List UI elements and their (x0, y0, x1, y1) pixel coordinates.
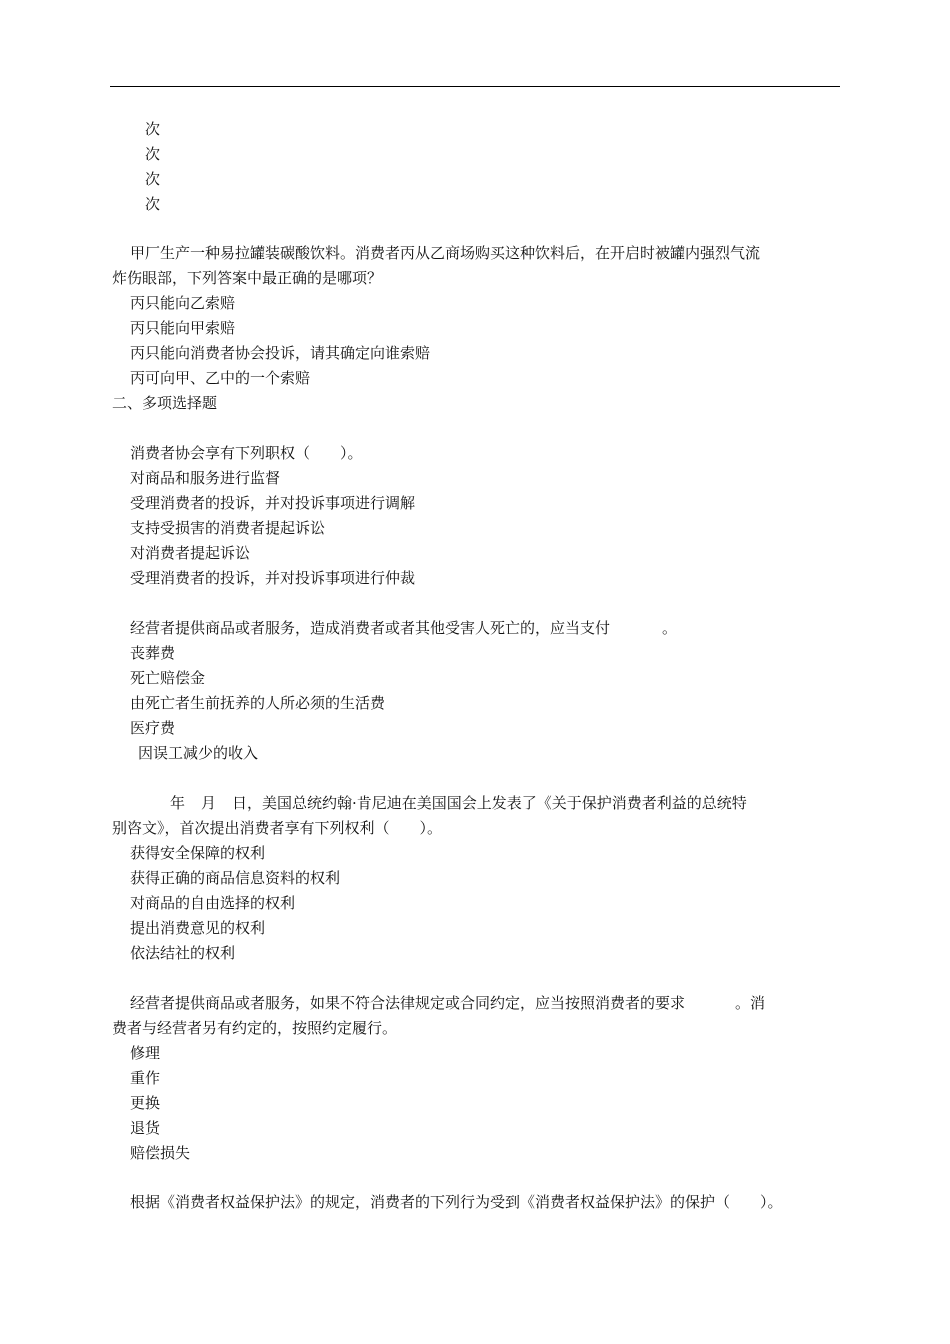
option-line: 次 (145, 195, 161, 213)
stem-part: 经营者提供商品或者服务，造成消费者或者其他受害人死亡的，应当支付 (130, 619, 611, 637)
option-line: 受理消费者的投诉，并对投诉事项进行仲裁 (130, 569, 416, 587)
option-line: 因误工减少的收入 (138, 744, 259, 762)
option-line: 获得正确的商品信息资料的权利 (130, 869, 341, 887)
stem-part: 经营者提供商品或者服务，如果不符合法律规定或合同约定，应当按照消费者的要求 (130, 994, 686, 1012)
option-line: 次 (145, 170, 161, 188)
stem-part: 。消 (735, 994, 766, 1012)
option-line: 获得安全保障的权利 (130, 844, 266, 862)
stem-part: 。 (662, 619, 678, 637)
option-line: 退货 (130, 1119, 161, 1137)
option-line: 对消费者提起诉讼 (130, 544, 251, 562)
option-line: 次 (145, 145, 161, 163)
question-stem: 根据《消费者权益保护法》的规定，消费者的下列行为受到《消费者权益保护法》的保护（ ）。 (130, 1193, 783, 1211)
question-stem-continued: 费者与经营者另有约定的，按照约定履行。 (112, 1019, 398, 1037)
option-line: 重作 (130, 1069, 161, 1087)
date-month: 月 (201, 794, 217, 812)
option-line: 对商品和服务进行监督 (130, 469, 281, 487)
option-line: 修理 (130, 1044, 161, 1062)
option-line: 对商品的自由选择的权利 (130, 894, 296, 912)
question-stem (130, 618, 677, 638)
option-line: 丧葬费 (130, 644, 176, 662)
question-stem-continued: 别咨文》，首次提出消费者享有下列权利（ ）。 (112, 819, 443, 837)
option-line: 医疗费 (130, 719, 176, 737)
question-stem (170, 793, 747, 813)
question-stem-continued: 炸伤眼部，下列答案中最正确的是哪项？ (112, 269, 383, 287)
option-line: 支持受损害的消费者提起诉讼 (130, 519, 326, 537)
option-line: 赔偿损失 (130, 1144, 191, 1162)
option-line: 更换 (130, 1094, 161, 1112)
option-line: 死亡赔偿金 (130, 669, 206, 687)
date-year: 年 (170, 794, 186, 812)
option-line: 丙可向甲、乙中的一个索赔 (130, 369, 311, 387)
header-rule (110, 86, 840, 87)
section-title: 二、多项选择题 (112, 394, 218, 412)
option-line: 丙只能向消费者协会投诉，请其确定向谁索赔 (130, 344, 431, 362)
option-line: 由死亡者生前抚养的人所必须的生活费 (130, 694, 386, 712)
question-stem (130, 993, 765, 1013)
stem-part: 日，美国总统约翰·肯尼迪在美国国会上发表了《关于保护消费者利益的总统特 (232, 794, 747, 812)
question-stem: 消费者协会享有下列职权（ ）。 (130, 444, 363, 462)
option-line: 提出消费意见的权利 (130, 919, 266, 937)
option-line: 受理消费者的投诉，并对投诉事项进行调解 (130, 494, 416, 512)
question-stem: 甲厂生产一种易拉罐装碳酸饮料。消费者丙从乙商场购买这种饮料后，在开启时被罐内强烈气流 (130, 244, 761, 262)
option-line: 依法结社的权利 (130, 944, 236, 962)
option-line: 次 (145, 120, 161, 138)
option-line: 丙只能向乙索赔 (130, 294, 236, 312)
option-line: 丙只能向甲索赔 (130, 319, 236, 337)
